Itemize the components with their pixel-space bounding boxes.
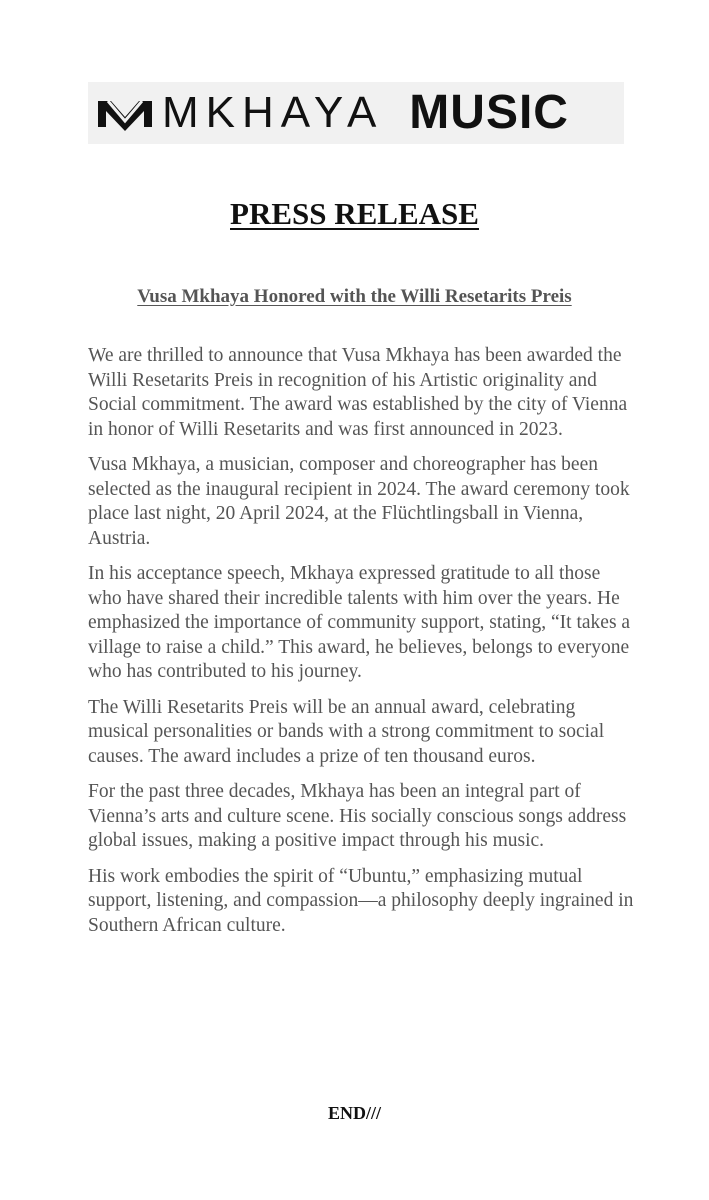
brand-logo xyxy=(88,82,624,144)
paragraph: For the past three decades, Mkhaya has been an integral part of Vienna’s arts and culture scene. His socially conscious songs address global issues, making a positive impact through his music. xyxy=(88,781,627,851)
page-title: PRESS RELEASE xyxy=(230,196,479,231)
paragraph: His work embodies the spirit of “Ubuntu,” emphasizing mutual support, listening, and compassion—a philosophy deeply ingrained in Southern African culture. xyxy=(88,865,634,936)
mkhaya-m-logo-icon xyxy=(94,93,156,133)
headline: Vusa Mkhaya Honored with the Willi Resetarits Preis xyxy=(137,286,572,307)
brand-name: MKHAYA xyxy=(162,88,384,137)
end-mark: END/// xyxy=(327,1103,381,1123)
brand-suffix: MUSIC xyxy=(409,86,569,139)
paragraph: The Willi Resetarits Preis will be an annual award, celebrating musical personalities or bands with a strong commitment to social causes. The award includes a prize of ten thousand euros. xyxy=(88,696,605,767)
press-release-body xyxy=(88,344,636,949)
paragraph: In his acceptance speech, Mkhaya expressed gratitude to all those who have shared their incredible talents with him over the years. He emphasized the importance of community support, stating, “It takes a village to raise a child.” This award, he believes, belongs to everyone who has contributed to his journey. xyxy=(88,563,631,682)
paragraph: We are thrilled to announce that Vusa Mkhaya has been awarded the Willi Resetarits Preis in recognition of his Artistic originality and Social commitment. The award was established by the city of Vienna in honor of Willi Resetarits and was first announced in 2023. xyxy=(88,345,628,440)
paragraph: Vusa Mkhaya, a musician, composer and choreographer has been selected as the inaugural recipient in 2024. The award ceremony took place last night, 20 April 2024, at the Flüchtlingsball in Vienna, Austria. xyxy=(88,454,630,549)
